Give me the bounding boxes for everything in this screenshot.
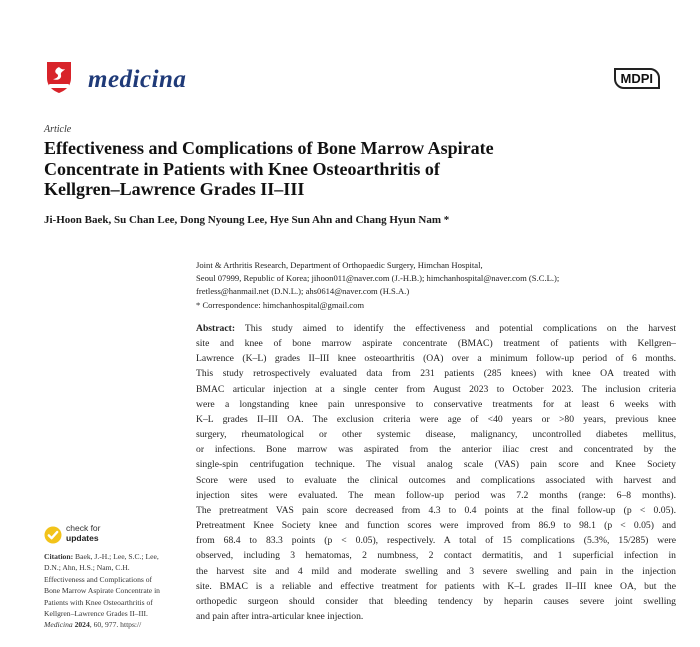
affiliation-line: Seoul 07999, Republic of Korea; jihoon011@naver.com (J.-H.B.); himchanhospital@naver.com (S.C.L.); bbox=[196, 273, 560, 284]
citation-rest: , 60, 977. https:// bbox=[89, 620, 142, 630]
abstract-line bbox=[196, 321, 676, 336]
abstract-line: Lawrence (K–L) grades II–III knee osteoarthritis (OA) over a minimum follow-up period of 6 months. bbox=[196, 353, 676, 365]
check-for-updates-label bbox=[66, 524, 101, 543]
affiliation-block bbox=[196, 259, 676, 312]
abstract bbox=[196, 321, 676, 624]
abstract-line: BMAC articular injection at a single center from August 2023 to October 2023. The inclusion criteria bbox=[196, 383, 676, 395]
abstract-line: site. BMAC is a reliable and effective treatment for patients with K–L grades II–III knee OA, but the bbox=[196, 580, 676, 592]
abstract-line: This study retrospectively evaluated data from 231 patients (285 knees) with knee OA treated with bbox=[196, 368, 676, 380]
updates-line-2: updates bbox=[66, 532, 99, 543]
citation-line: Patients with Knee Osteoarthritis of bbox=[44, 597, 153, 607]
abstract-line: were a longstanding knee pain unresponsive to conservative treatments for at least 6 weeks with bbox=[196, 398, 676, 410]
citation-line bbox=[44, 619, 194, 630]
affiliation-line: fretless@hanmail.net (D.N.L.); ahs0614@naver.com (H.S.A.) bbox=[196, 286, 410, 297]
citation-line: Effectiveness and Complications of bbox=[44, 574, 153, 584]
abstract-line: Score were used to evaluate the clinical outcomes and complications associated with harvest and bbox=[196, 474, 676, 486]
citation-year: 2024 bbox=[72, 620, 90, 630]
title-line: Kellgren–Lawrence Grades II–III bbox=[44, 179, 305, 199]
author-list: Ji-Hoon Baek, Su Chan Lee, Dong Nyoung Lee, Hye Sun Ahn and Chang Hyun Nam * bbox=[44, 214, 450, 226]
citation-line: Kellgren–Lawrence Grades II–III. bbox=[44, 609, 148, 619]
abstract-line: surgery, rheumatological or other systemic disease, malignancy, uncontrolled diabetes mellitus, bbox=[196, 429, 676, 441]
abstract-line: Pretreatment Knee Society knee and function scores were improved from 86.9 to 98.1 (p < 0.05) and bbox=[196, 520, 676, 532]
abstract-line: observed, including 3 hematomas, 2 numbness, 2 contact dermatitis, and 1 superficial infection in bbox=[196, 550, 676, 562]
title-line: Effectiveness and Complications of Bone Marrow Aspirate bbox=[44, 138, 494, 158]
abstract-line: or infections. Bone marrow was aspirated from the anterior iliac crest and concentrated by the bbox=[196, 444, 676, 456]
check-for-updates-icon bbox=[44, 526, 62, 544]
abstract-line: and pain after intra-articular knee injection. bbox=[196, 610, 364, 622]
journal-header bbox=[44, 60, 660, 100]
abstract-line: K–L grades II–III OA. The exclusion criteria were age of <40 years or >80 years, previous knee bbox=[196, 413, 676, 425]
citation-label: Citation: bbox=[44, 552, 74, 561]
updates-line-1: check for bbox=[66, 523, 101, 533]
abstract-label: Abstract: bbox=[196, 323, 236, 334]
abstract-line: injection sites were evaluated. The mean follow-up period was 7.2 months (range: 6–8 months). bbox=[196, 489, 676, 501]
citation-journal: Medicina bbox=[44, 620, 73, 630]
correspondence-line: * Correspondence: himchanhospital@gmail.com bbox=[196, 299, 365, 310]
abstract-line: from 68.4 to 83.3 points (p < 0.05), respectively. A total of 15 complications (5.3%, 15/285) were bbox=[196, 535, 676, 547]
affiliation-line: Joint & Arthritis Research, Department of Orthopaedic Surgery, Himchan Hospital, bbox=[196, 260, 483, 270]
citation-line: D.N.; Ahn, H.S.; Nam, C.H. bbox=[44, 563, 130, 573]
article-type: Article bbox=[44, 124, 72, 135]
abstract-line: the harvest site and 4 mild and moderate swelling and 3 severe swelling and pain in the injection bbox=[196, 565, 676, 577]
citation-line bbox=[44, 551, 194, 562]
citation-first: Baek, J.-H.; Lee, S.C.; Lee, bbox=[73, 552, 159, 561]
article-title bbox=[44, 138, 664, 200]
journal-name[interactable]: medicina bbox=[88, 66, 187, 93]
abstract-line: The pretreatment VAS pain score decreased from 4.3 to 0.4 points at the final follow-up (p < 0.05). bbox=[196, 504, 676, 516]
abstract-first-line: This study aimed to identify the effectiveness and potential complications on the harvest bbox=[244, 323, 677, 334]
publisher-logo[interactable]: MDPI bbox=[614, 68, 661, 89]
check-for-updates-badge[interactable] bbox=[44, 524, 124, 544]
title-line: Concentrate in Patients with Knee Osteoarthritis of bbox=[44, 158, 440, 179]
abstract-line: single-spin centrifugation technique. The visual analog scale (VAS) pain score and Knee Society bbox=[196, 459, 676, 471]
citation-block bbox=[44, 551, 194, 631]
abstract-line: orthopedic surgeon should consider that bleeding tendency by heparin causes severe joint swelling bbox=[196, 595, 676, 607]
medicina-logo-icon bbox=[44, 60, 74, 94]
abstract-line: site and knee of bone marrow aspirate concentrate (BMAC) treatment of patients with Kellgren– bbox=[196, 338, 676, 350]
citation-line: Bone Marrow Aspirate Concentrate in bbox=[44, 586, 160, 596]
